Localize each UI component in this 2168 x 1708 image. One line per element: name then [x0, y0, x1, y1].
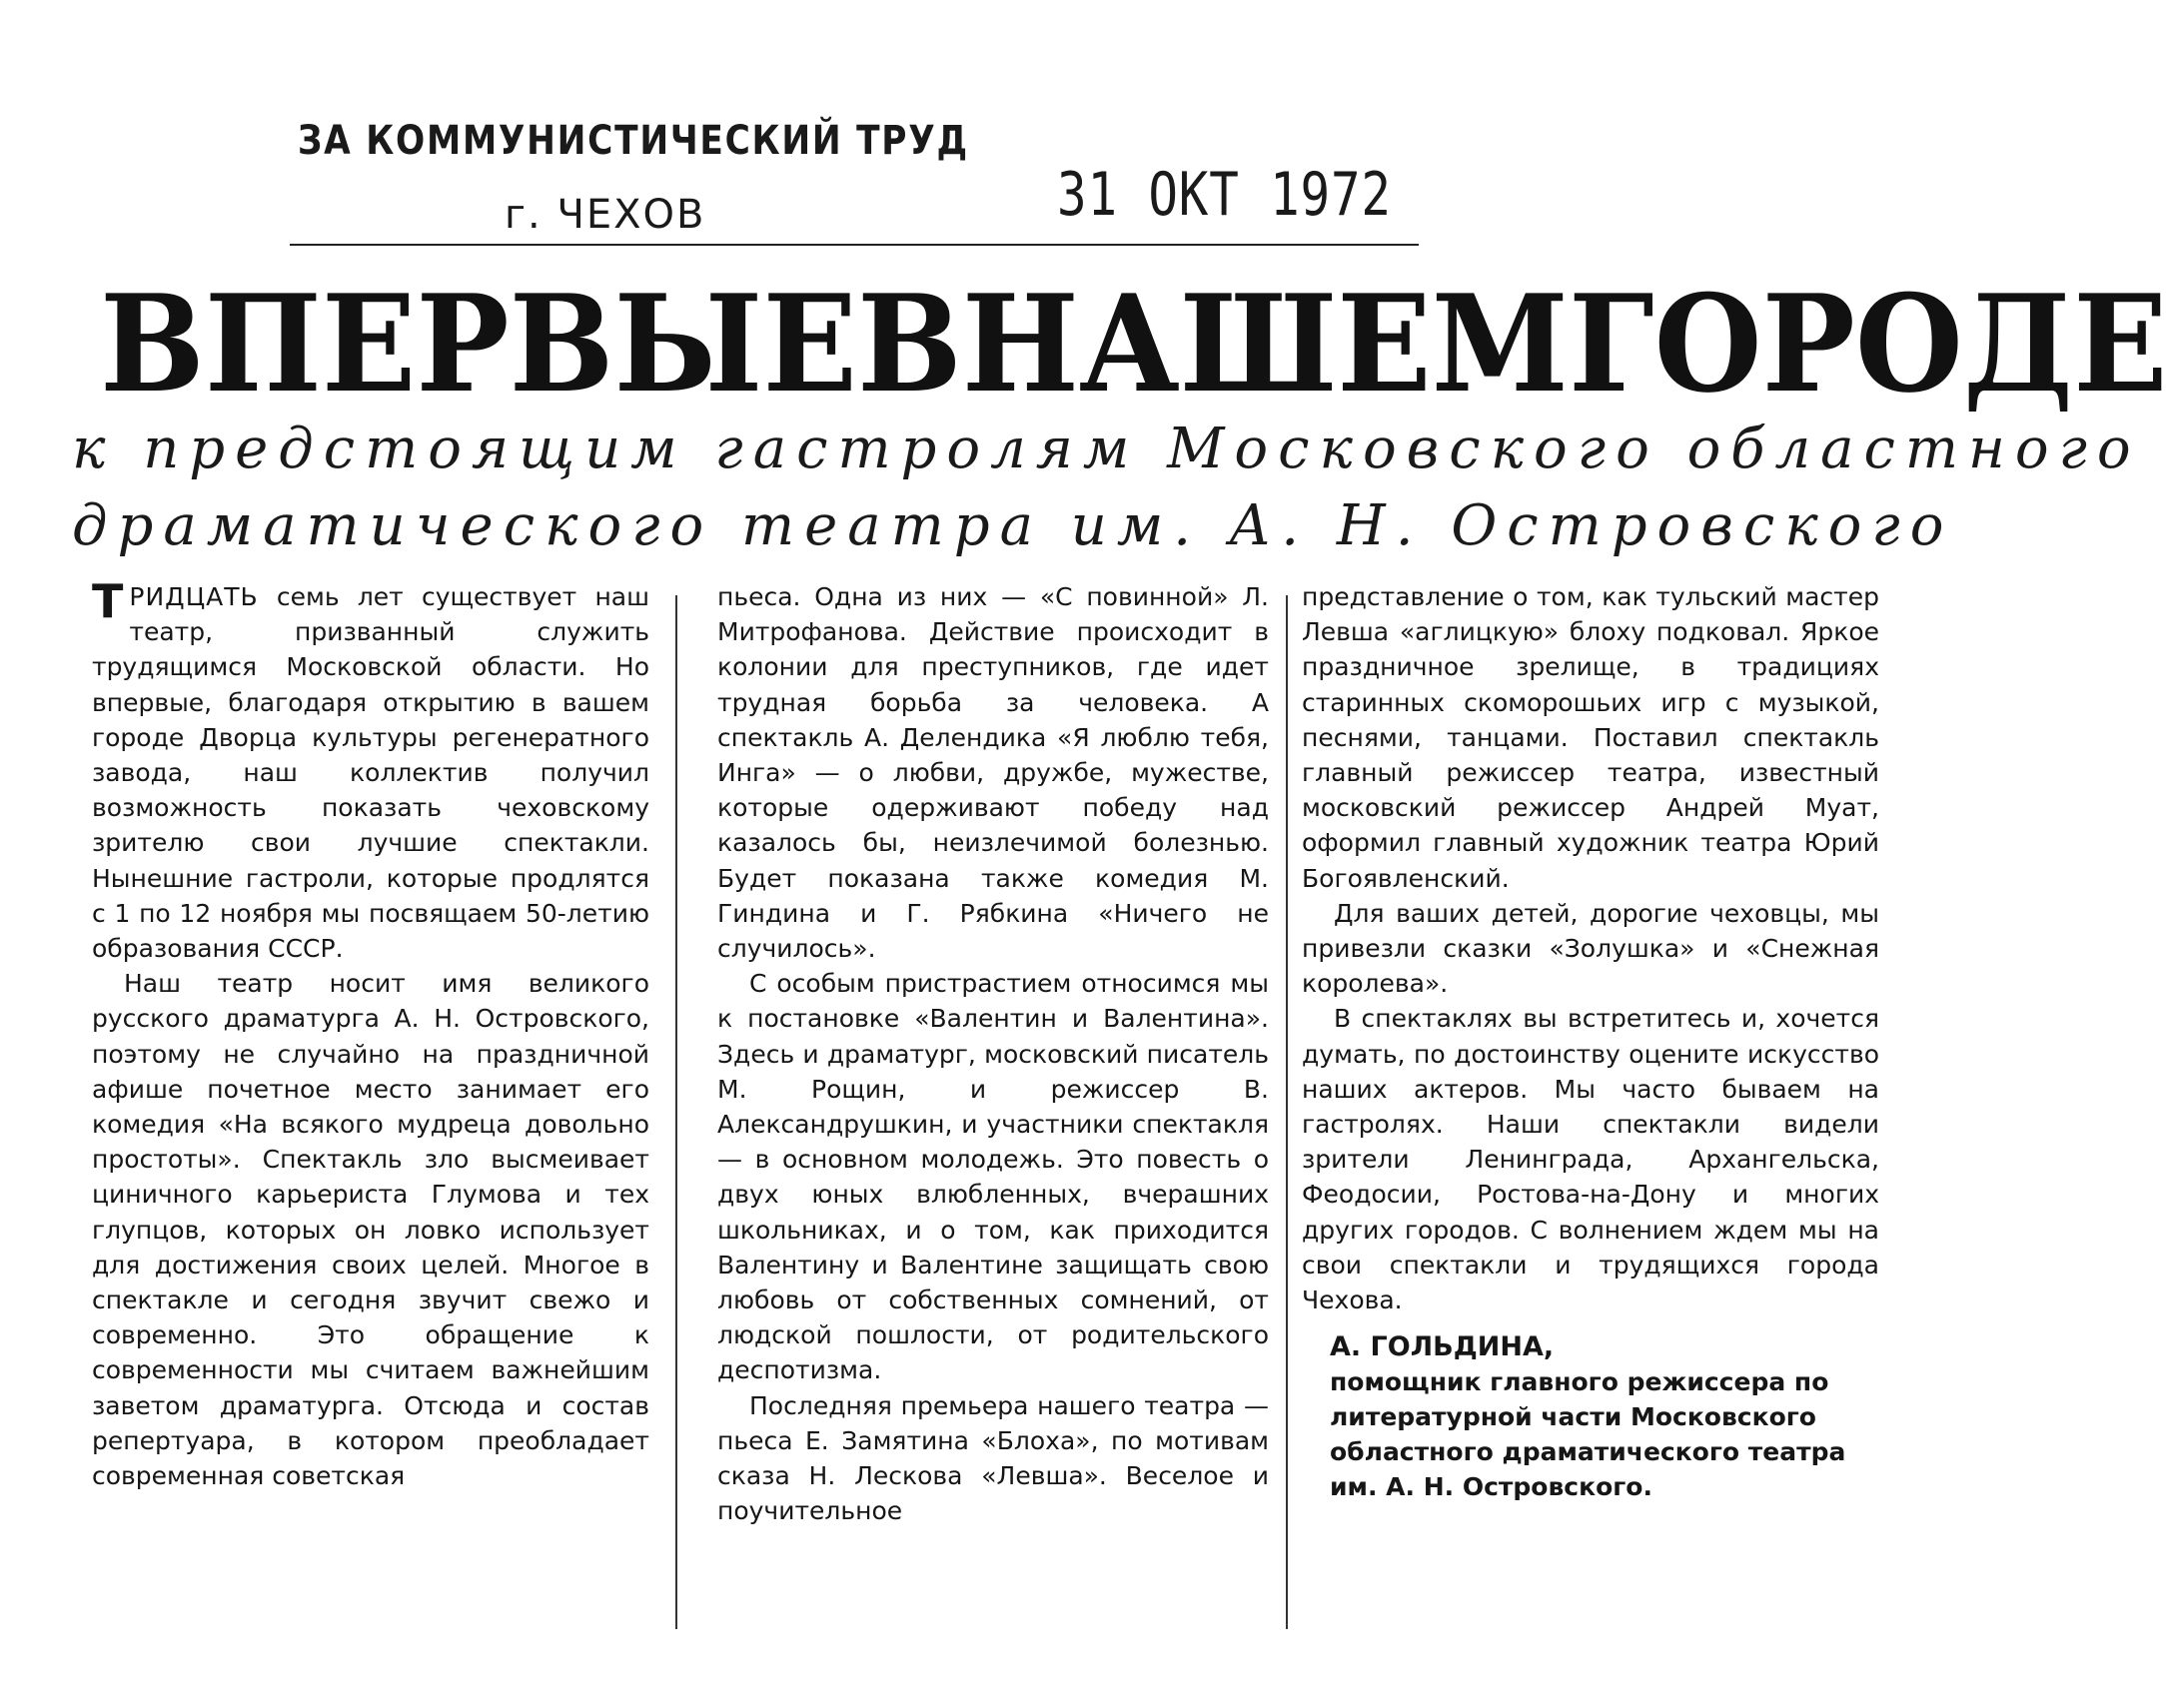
- subtitle-line-1: к предстоящим гастролям Московского областного: [72, 417, 2141, 481]
- article-column-3: [1302, 579, 1879, 1638]
- article-paragraph: пьеса. Одна из них — «С повинной» Л. Митрофанова. Действие происходит в колонии для преступников, где идет трудная борьба за человека. А спектакль А. Делендика «Я люблю тебя, Инга» — о любви, дружбе, мужестве, которые одерживают победу над казалось бы, неизлечимой болезнью. Будет показана также комедия М. Гиндина и Г. Рябкина «Ничего не случилось».: [717, 582, 1269, 964]
- first-word: РИДЦАТЬ: [129, 582, 259, 611]
- column-divider: [1286, 595, 1288, 1629]
- article-paragraph: представление о том, как тульский мастер Левша «аглицкую» блоху подковал. Яркое праздничное зрелище, в традициях старинных скоморошьих игр с музыкой, песнями, танцами. Поставил спектакль главный режиссер театра, известный московский режиссер Андрей Муат, оформил главный художник театра Юрий Богоявленский.: [1302, 582, 1879, 893]
- headline-word: ГОРОДЕ: [1568, 266, 2168, 424]
- column-divider: [675, 595, 677, 1629]
- headline: [100, 266, 2168, 424]
- article-paragraph: [92, 574, 649, 966]
- date-stamp: 31 ОКТ 1972: [1057, 160, 1392, 230]
- headline-word: НАШЕМ: [961, 266, 1569, 424]
- article-paragraph: В спектаклях вы встретитесь и, хочется думать, по достоинству оцените искусство наших актеров. Мы часто бываем на гастролях. Наши спектакли видели зрители Ленинграда, Архангельска, Феодосии, Ростова-на-Дону и многих других городов. С волнением ждем мы на свои спектакли и трудящихся города Чехова.: [1302, 1004, 1879, 1315]
- drop-cap: Т: [92, 574, 124, 628]
- author-signature: [1302, 1329, 1879, 1504]
- headline-word: В: [857, 266, 962, 424]
- article-paragraph: Наш театр носит имя великого русского драматурга А. Н. Островского, поэтому не случайно на праздничной афише почетное место занимает его комедия «На всякого мудреца довольно простоты». Спектакль зло высмеивает циничного карьериста Глумова и тех глупцов, которых он ловко использует для достижения своих целей. Многое в спектакле и сегодня звучит свежо и современно. Это обращение к современности мы считаем важнейшим заветом драматурга. Отсюда и состав репертуара, в котором преобладает современная советская: [92, 969, 649, 1491]
- subtitle-line-2: драматического театра им. А. Н. Островского: [72, 493, 1954, 558]
- headline-word: ВПЕРВЫЕ: [100, 266, 857, 424]
- author-name: А. ГОЛЬДИНА,: [1330, 1331, 1555, 1363]
- newspaper-city: г. ЧЕХОВ: [505, 192, 706, 238]
- article-paragraph: С особым пристрастием относимся мы к постановке «Валентин и Валентина». Здесь и драматург, московский писатель М. Рощин, и режиссер В. Александрушкин, и участники спектакля — в основном молодежь. Это повесть о двух юных влюбленных, вчерашних школьниках, и о том, как приходится Валентину и Валентине защищать свою любовь от собственных сомнений, от людской пошлости, от родительского деспотизма.: [717, 969, 1269, 1385]
- masthead-rule: [290, 244, 1419, 246]
- newspaper-title: ЗА КОММУНИСТИЧЕСКИЙ ТРУД: [298, 118, 969, 164]
- article-paragraph: Последняя премьера нашего театра — пьеса Е. Замятина «Блоха», по мотивам сказа Н. Лескова «Левша». Веселое и поучительное: [717, 1390, 1269, 1526]
- article-column-2: [717, 579, 1269, 1638]
- article-paragraph: Для ваших детей, дорогие чеховцы, мы привезли сказки «Золушка» и «Снежная королева».: [1302, 898, 1879, 999]
- article-column-1: [92, 574, 649, 1638]
- author-title: помощник главного режиссера по литературной части Московского областного драматического театра им. А. Н. Островского.: [1330, 1367, 1846, 1502]
- paragraph-text: семь лет существует наш театр, призванный служить трудящимся Московской области. Но впервые, благодаря открытию в вашем городе Дворца культуры регенератного завода, наш коллектив получил возможность показать чеховскому зрителю свои лучшие спектакли. Нынешние гастроли, которые продлятся с 1 по 12 ноября мы посвящаем 50-летию образования СССР.: [92, 582, 649, 964]
